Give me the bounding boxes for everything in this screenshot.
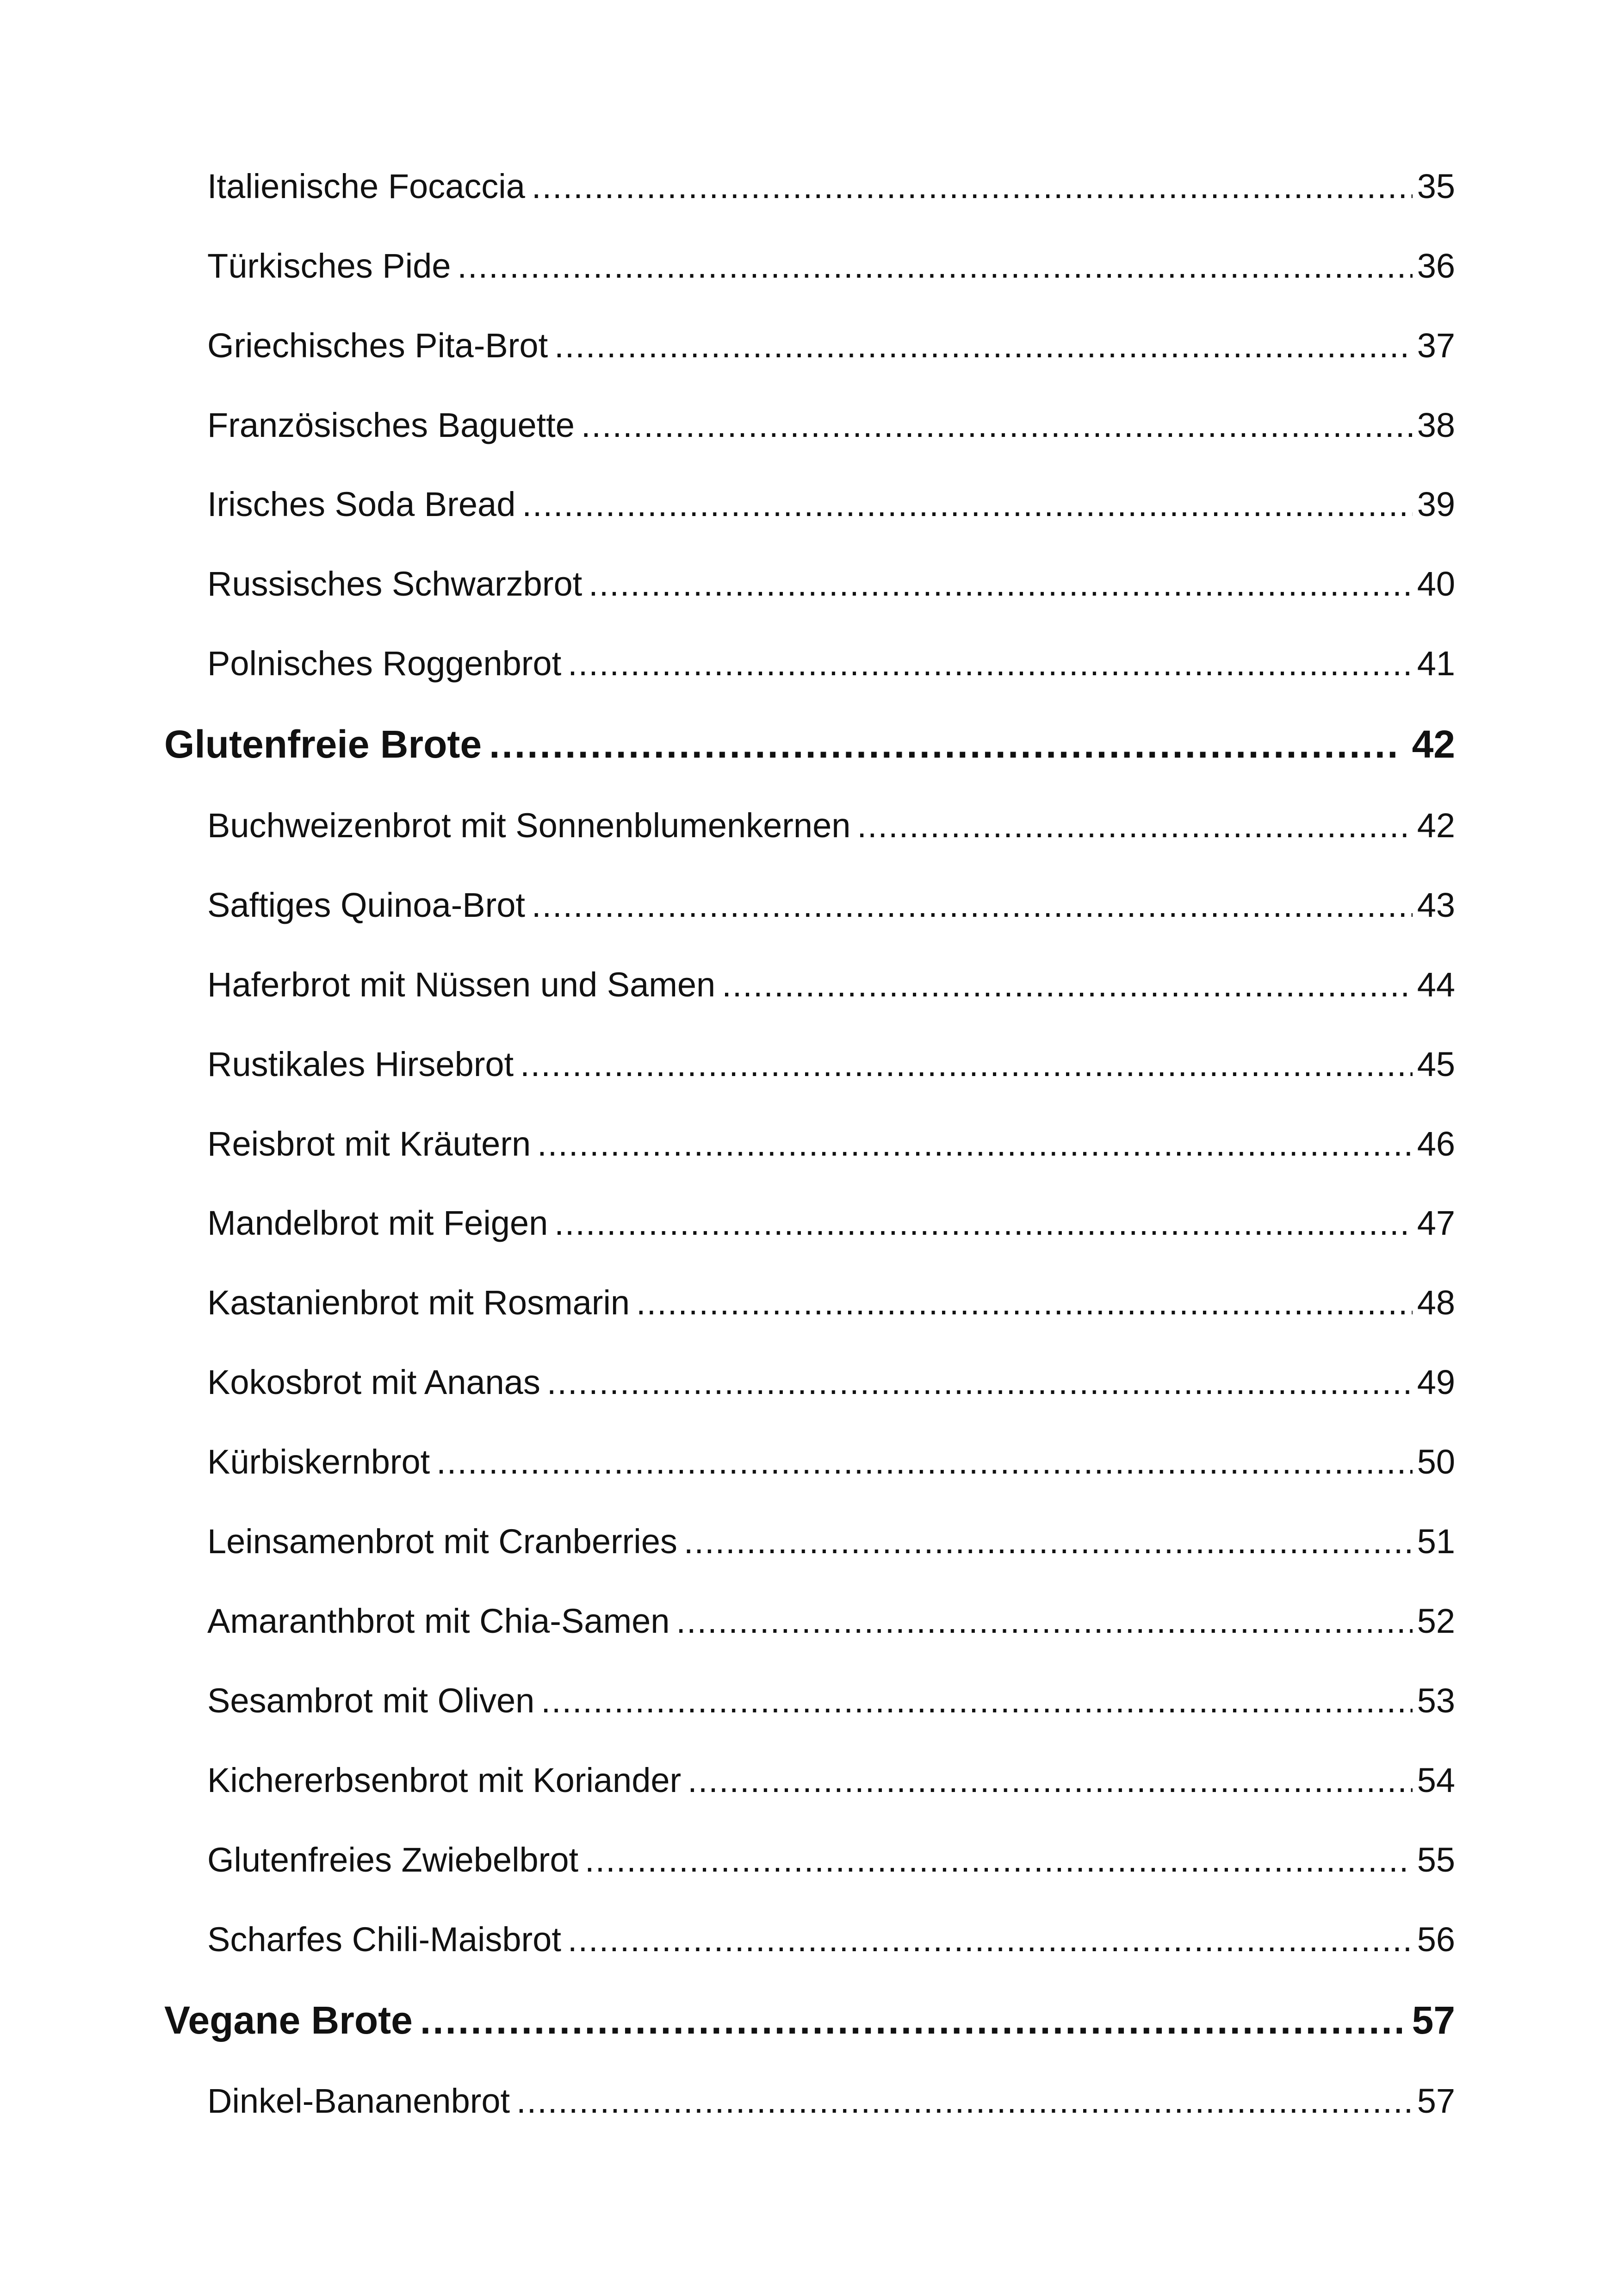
toc-entry-title: Leinsamenbrot mit Cranberries	[207, 1522, 677, 1561]
dot-leader	[532, 885, 1413, 925]
toc-entry-page-number: 57	[1417, 2082, 1455, 2120]
toc-entry-page-number: 54	[1417, 1761, 1455, 1799]
toc-entry-page-number: 46	[1417, 1125, 1455, 1163]
dot-leader	[589, 564, 1413, 604]
toc-entry-title: Rustikales Hirsebrot	[207, 1045, 514, 1083]
dot-leader	[554, 326, 1413, 365]
dot-leader	[436, 1442, 1412, 1481]
toc-entry-title: Scharfes Chili-Maisbrot	[207, 1920, 561, 1959]
dot-leader	[568, 644, 1413, 683]
toc-entry-title: Sesambrot mit Oliven	[207, 1681, 535, 1720]
toc-entry-page-number: 56	[1417, 1920, 1455, 1959]
toc-entry-title: Kastanienbrot mit Rosmarin	[207, 1283, 630, 1322]
dot-leader	[676, 1601, 1412, 1641]
toc-entry-kastanienbrot[interactable]	[207, 1283, 1455, 1322]
toc-chapter-page-number: 42	[1412, 722, 1455, 766]
toc-entry-title: Buchweizenbrot mit Sonnenblumenkernen	[207, 806, 851, 845]
toc-entry-title: Französisches Baguette	[207, 406, 575, 444]
dot-leader	[688, 1761, 1413, 1800]
toc-entry-chili-maisbrot[interactable]	[207, 1920, 1455, 1959]
dot-leader	[522, 485, 1412, 524]
toc-entry-title: Russisches Schwarzbrot	[207, 565, 583, 603]
toc-entry-sesambrot[interactable]	[207, 1681, 1455, 1720]
toc-entry-russisches-schwarzbrot[interactable]	[207, 564, 1455, 604]
toc-entry-italienische-focaccia[interactable]	[207, 167, 1455, 206]
toc-entry-title: Glutenfreies Zwiebelbrot	[207, 1841, 579, 1879]
toc-entry-page-number: 39	[1417, 485, 1455, 523]
toc-entry-page-number: 45	[1417, 1045, 1455, 1083]
toc-entry-title: Griechisches Pita-Brot	[207, 326, 548, 365]
toc-entry-page-number: 53	[1417, 1681, 1455, 1720]
toc-entry-hirsebrot[interactable]	[207, 1045, 1455, 1084]
toc-entry-page-number: 43	[1417, 886, 1455, 924]
toc-entry-page-number: 44	[1417, 965, 1455, 1004]
dot-leader	[520, 1045, 1413, 1084]
dot-leader	[457, 246, 1412, 286]
toc-entry-title: Kokosbrot mit Ananas	[207, 1363, 540, 1401]
toc-entry-page-number: 35	[1417, 167, 1455, 205]
dot-leader	[581, 405, 1413, 445]
toc-entry-page-number: 49	[1417, 1363, 1455, 1401]
toc-entry-haferbrot[interactable]	[207, 965, 1455, 1004]
toc-entry-page-number: 40	[1417, 565, 1455, 603]
toc-entry-page-number: 47	[1417, 1204, 1455, 1242]
dot-leader	[722, 965, 1413, 1004]
toc-entry-leinsamenbrot[interactable]	[207, 1522, 1455, 1561]
toc-entry-amaranthbrot[interactable]	[207, 1601, 1455, 1641]
dot-leader	[516, 2081, 1413, 2121]
toc-entry-mandelbrot[interactable]	[207, 1203, 1455, 1243]
toc-entry-zwiebelbrot[interactable]	[207, 1840, 1455, 1879]
toc-entry-irisches-soda-bread[interactable]	[207, 485, 1455, 524]
dot-leader	[532, 167, 1413, 206]
toc-entry-title: Türkisches Pide	[207, 247, 451, 285]
toc-entry-title: Kichererbsenbrot mit Koriander	[207, 1761, 682, 1799]
dot-leader	[585, 1840, 1413, 1879]
toc-entry-title: Saftiges Quinoa-Brot	[207, 886, 525, 924]
toc-entry-dinkel-bananenbrot[interactable]	[207, 2081, 1455, 2121]
toc-entry-page-number: 52	[1417, 1602, 1455, 1640]
toc-entry-title: Mandelbrot mit Feigen	[207, 1204, 548, 1242]
toc-chapter-page-number: 57	[1412, 1998, 1455, 2042]
toc-entry-title: Polnisches Roggenbrot	[207, 644, 562, 683]
dot-leader	[541, 1681, 1412, 1720]
toc-entry-kokosbrot[interactable]	[207, 1363, 1455, 1402]
toc-entry-title: Italienische Focaccia	[207, 167, 525, 205]
toc-entry-tuerkisches-pide[interactable]	[207, 246, 1455, 286]
toc-chapter-title: Vegane Brote	[164, 1998, 413, 2042]
toc-entry-kuerbiskernbrot[interactable]	[207, 1442, 1455, 1481]
dot-leader	[684, 1522, 1413, 1561]
toc-entry-franzoesisches-baguette[interactable]	[207, 405, 1455, 445]
dot-leader	[537, 1124, 1413, 1164]
dot-leader	[636, 1283, 1413, 1322]
toc-entry-polnisches-roggenbrot[interactable]	[207, 644, 1455, 683]
toc-chapter-glutenfreie-brote[interactable]	[164, 722, 1455, 767]
toc-entry-title: Kürbiskernbrot	[207, 1443, 430, 1481]
dot-leader	[547, 1363, 1413, 1402]
toc-entry-page-number: 50	[1417, 1443, 1455, 1481]
toc-entry-page-number: 42	[1417, 806, 1455, 845]
toc-entry-title: Dinkel-Bananenbrot	[207, 2082, 510, 2120]
toc-entry-title: Irisches Soda Bread	[207, 485, 516, 523]
toc-chapter-title: Glutenfreie Brote	[164, 722, 482, 766]
toc-entry-title: Amaranthbrot mit Chia-Samen	[207, 1602, 670, 1640]
toc-entry-quinoa-brot[interactable]	[207, 885, 1455, 925]
toc-entry-title: Haferbrot mit Nüssen und Samen	[207, 965, 716, 1004]
toc-entry-page-number: 51	[1417, 1522, 1455, 1561]
toc-entry-page-number: 48	[1417, 1283, 1455, 1322]
toc-entry-page-number: 37	[1417, 326, 1455, 365]
dot-leader	[568, 1920, 1413, 1959]
toc-entry-reisbrot[interactable]	[207, 1124, 1455, 1164]
toc-entry-page-number: 38	[1417, 406, 1455, 444]
dot-leader	[420, 1998, 1402, 2043]
toc-entry-title: Reisbrot mit Kräutern	[207, 1125, 531, 1163]
toc-entry-kichererbsenbrot[interactable]	[207, 1761, 1455, 1800]
toc-entry-page-number: 41	[1417, 644, 1455, 683]
toc-entry-page-number: 36	[1417, 247, 1455, 285]
toc-chapter-vegane-brote[interactable]	[164, 1998, 1455, 2043]
toc-entry-buchweizenbrot[interactable]	[207, 806, 1455, 845]
dot-leader	[489, 722, 1401, 767]
toc-entry-page-number: 55	[1417, 1841, 1455, 1879]
dot-leader	[554, 1203, 1412, 1243]
dot-leader	[857, 806, 1412, 845]
toc-entry-griechisches-pita-brot[interactable]	[207, 326, 1455, 365]
